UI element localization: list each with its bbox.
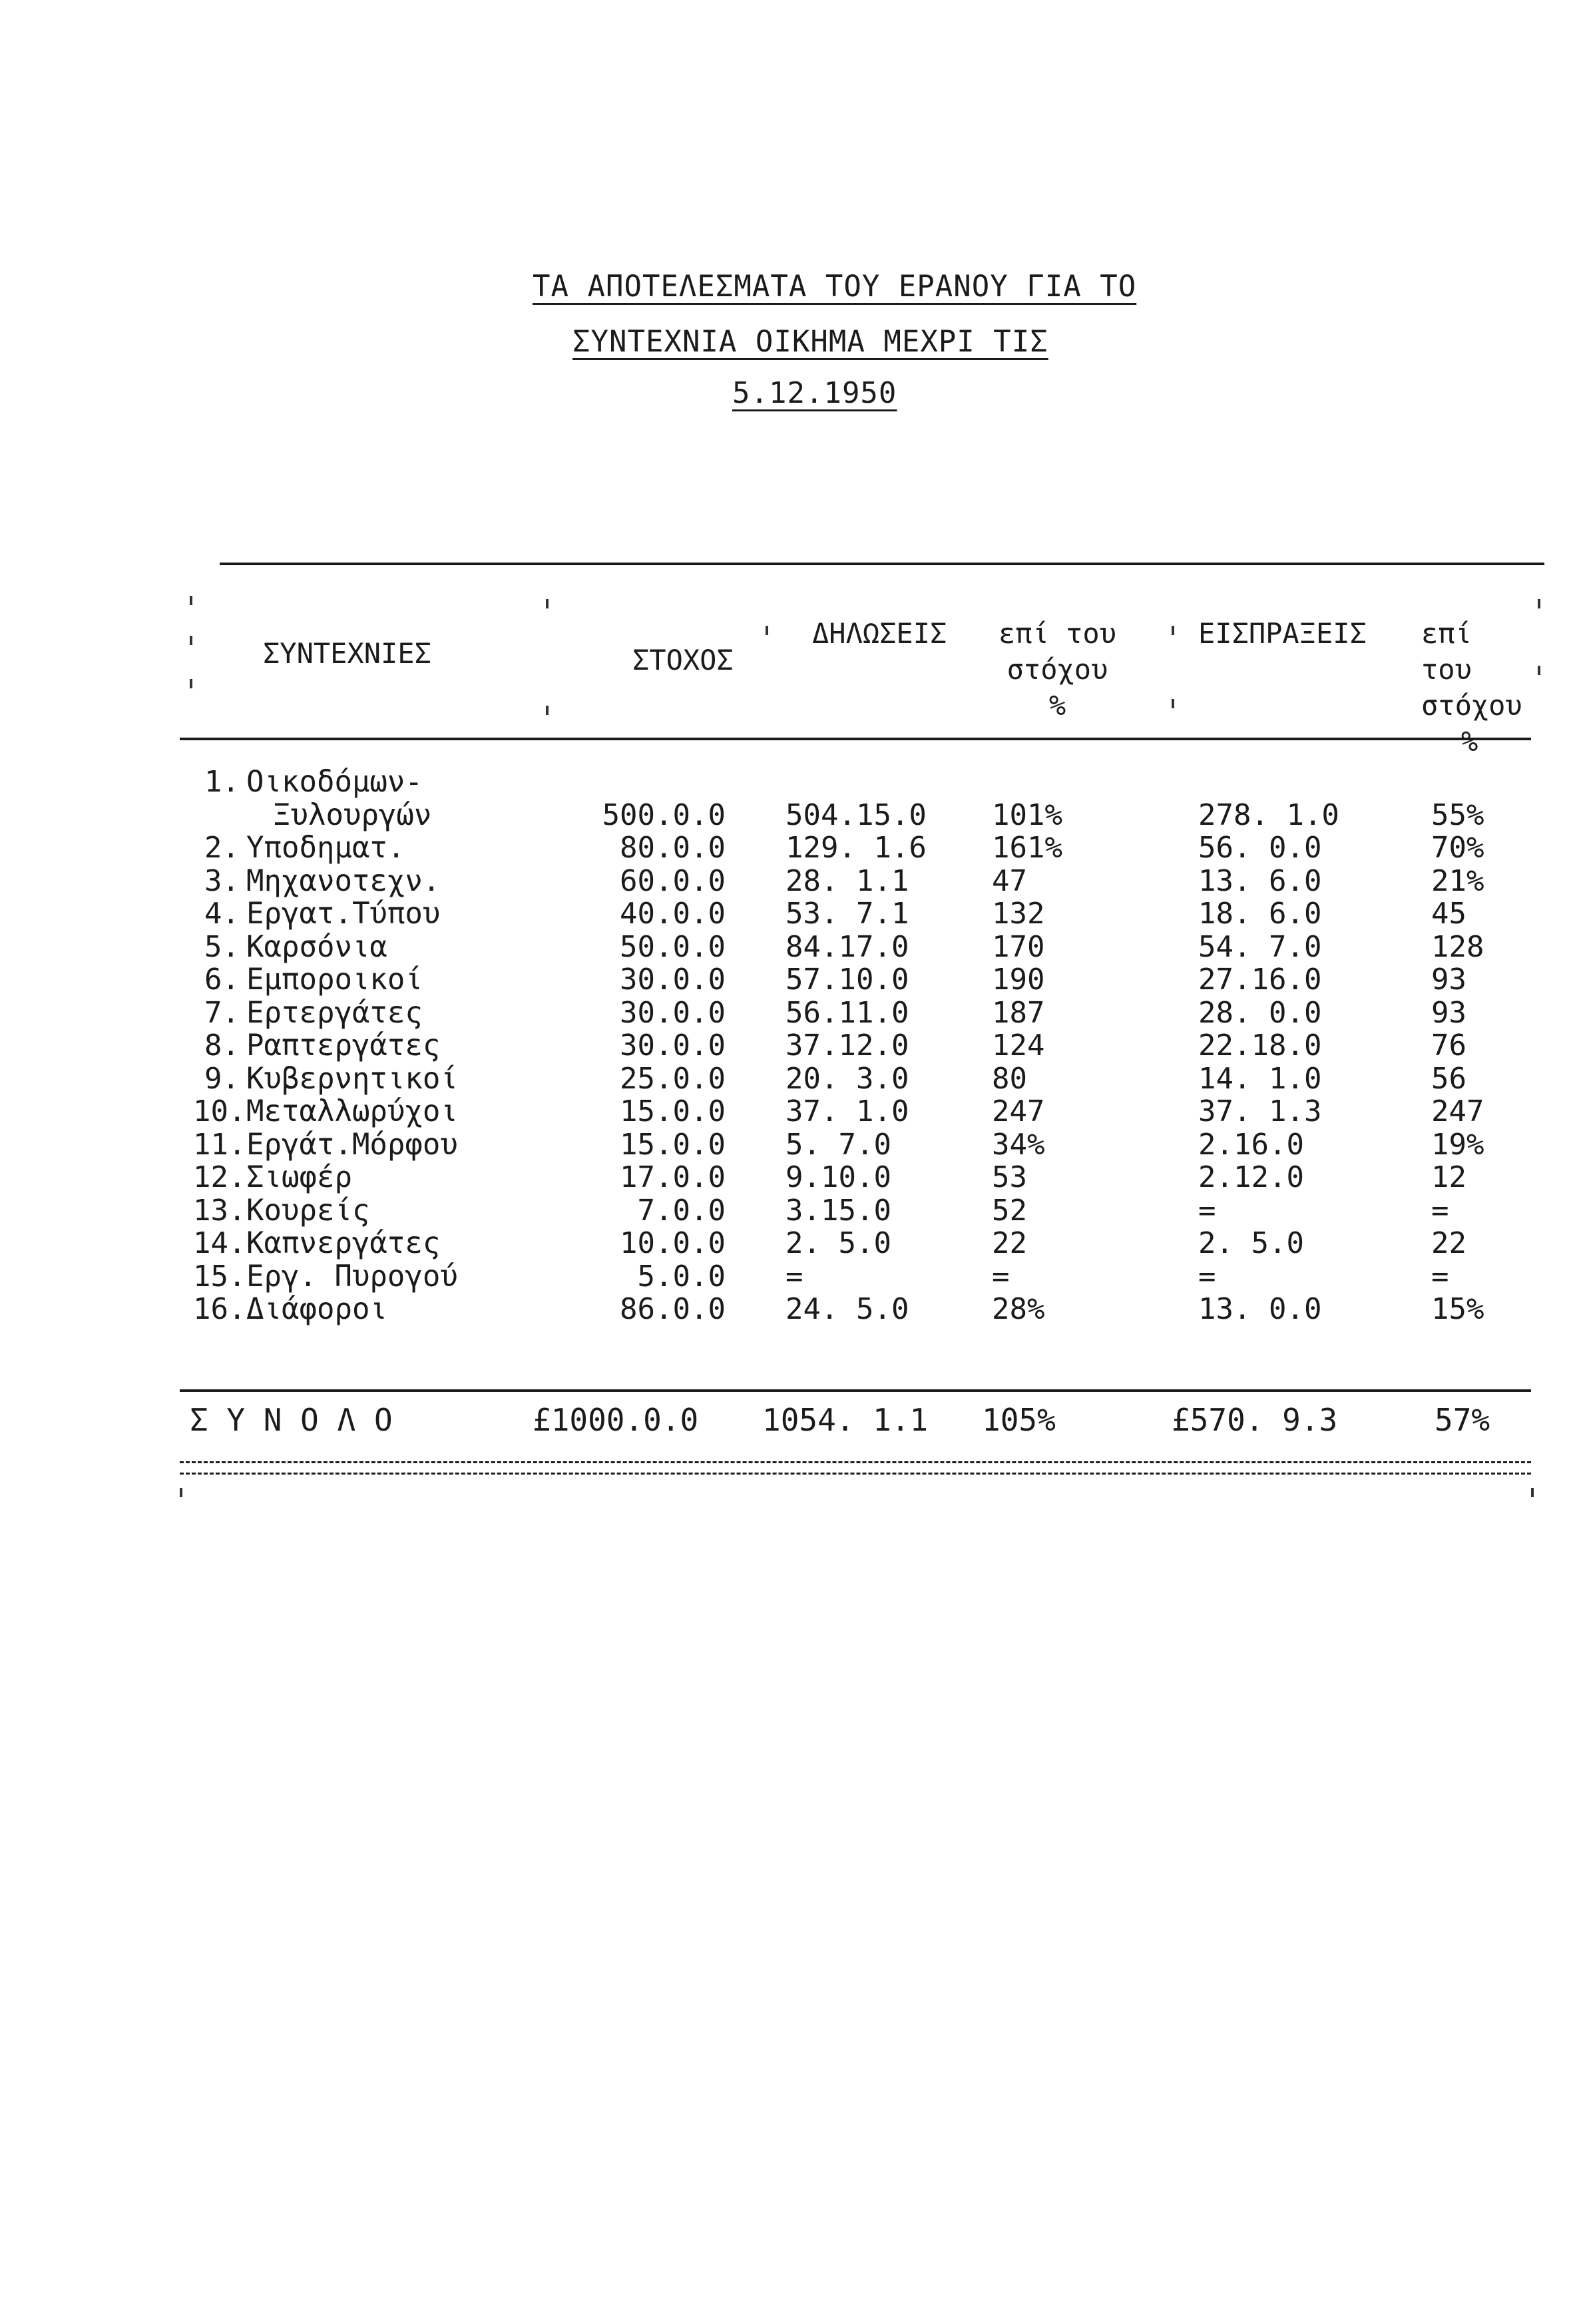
row-declarations-percent: 47 (992, 863, 1027, 898)
row-declarations: 56.11.0 (786, 995, 909, 1030)
row-receipts: 18. 6.0 (1198, 897, 1322, 931)
row-union-name: Ερτεργάτες (246, 995, 423, 1030)
row-union-name: Ραπτεργάτες (246, 1029, 441, 1062)
row-declarations-percent: = (992, 1259, 1010, 1293)
row-number: 13. (193, 1193, 246, 1228)
row-declarations: 24. 5.0 (786, 1292, 909, 1326)
header-receipts: ΕΙΣΠΡΑΞΕΙΣ (1198, 617, 1367, 650)
row-union-name: Εργατ.Τύπου (246, 897, 441, 931)
totals-receipts-percent: 57% (1435, 1402, 1490, 1438)
row-declarations: 37. 1.0 (786, 1094, 909, 1128)
row-receipts-percent: 21% (1431, 863, 1484, 898)
header-declarations-percent: επί του στόχου % (999, 617, 1117, 722)
row-declarations: 129. 1.6 (786, 831, 927, 865)
row-declarations: 57.10.0 (786, 963, 909, 997)
row-declarations-percent: 132 (992, 897, 1045, 931)
row-receipts: 278. 1.0 (1198, 798, 1339, 832)
row-receipts-percent: 70% (1431, 831, 1484, 865)
row-goal: 5.0.0 (637, 1259, 726, 1293)
row-receipts-percent: 55% (1431, 798, 1484, 832)
row-receipts: 22.18.0 (1198, 1029, 1322, 1062)
row-union-name: Μηχανοτεχν. (246, 863, 441, 898)
margin-tick (180, 1488, 182, 1497)
totals-declarations-percent: 105% (982, 1402, 1056, 1438)
title-line-2: ΣΥΝΤΕΧΝΙΑ ΟΙΚΗΜΑ ΜΕΧΡΙ ΤΙΣ (572, 325, 1048, 359)
row-union-name: Καρσόνια (246, 929, 387, 964)
row-number: 3. (204, 863, 240, 898)
row-receipts: = (1198, 1259, 1216, 1293)
row-declarations-percent: 80 (992, 1061, 1027, 1096)
row-declarations-percent: 53 (992, 1160, 1027, 1194)
header-bottom-rule (180, 738, 1531, 740)
table-top-rule (220, 563, 1544, 565)
row-declarations: 9.10.0 (786, 1160, 891, 1194)
row-declarations: 37.12.0 (786, 1029, 909, 1062)
row-goal: 7.0.0 (637, 1193, 726, 1228)
row-declarations: 53. 7.1 (786, 897, 909, 931)
row-union-name: Σιωφέρ (246, 1160, 352, 1194)
row-union-name-continued: Ξυλουργών (273, 798, 432, 832)
row-goal: 500.0.0 (602, 798, 726, 832)
title-line-1: ΤΑ ΑΠΟΤΕΛΕΣΜΑΤΑ ΤΟΥ ΕΡΑΝΟΥ ΓΙΑ ΤΟ (533, 270, 1137, 304)
row-receipts-percent: 15% (1431, 1292, 1484, 1326)
row-declarations-percent: 187 (992, 995, 1045, 1030)
margin-tick (1172, 626, 1174, 635)
row-goal: 30.0.0 (620, 963, 726, 997)
row-receipts: = (1198, 1193, 1216, 1228)
row-receipts-percent: 22 (1431, 1226, 1466, 1260)
row-goal: 30.0.0 (620, 995, 726, 1030)
row-declarations: 2. 5.0 (786, 1226, 891, 1260)
row-number: 10. (193, 1094, 246, 1128)
row-receipts: 28. 0.0 (1198, 995, 1322, 1030)
row-number: 14. (193, 1226, 246, 1260)
totals-double-rule (180, 1461, 1531, 1475)
header-receipts-percent: επί του στόχου % (1421, 617, 1522, 758)
row-receipts-percent: = (1431, 1193, 1449, 1228)
row-goal: 86.0.0 (620, 1292, 726, 1326)
margin-tick (1538, 599, 1540, 608)
row-goal: 15.0.0 (620, 1094, 726, 1128)
row-declarations-percent: 101% (992, 798, 1062, 832)
row-number: 9. (204, 1061, 240, 1096)
row-receipts-percent: 45 (1431, 897, 1466, 931)
row-declarations: 5. 7.0 (786, 1127, 891, 1162)
row-receipts-percent: 76 (1431, 1029, 1466, 1062)
row-union-name: Υποδηματ. (246, 831, 405, 865)
row-number: 2. (204, 831, 240, 865)
row-declarations: 3.15.0 (786, 1193, 891, 1228)
row-goal: 17.0.0 (620, 1160, 726, 1194)
row-declarations-percent: 161% (992, 831, 1062, 865)
margin-tick (546, 599, 549, 608)
margin-tick (190, 596, 192, 605)
row-declarations-percent: 247 (992, 1094, 1045, 1128)
row-goal: 60.0.0 (620, 863, 726, 898)
row-goal: 80.0.0 (620, 831, 726, 865)
row-receipts: 37. 1.3 (1198, 1094, 1322, 1128)
row-union-name: Εργ. Πυρογού (246, 1259, 458, 1293)
row-declarations-percent: 28% (992, 1292, 1045, 1326)
row-receipts: 14. 1.0 (1198, 1061, 1322, 1096)
row-declarations-percent: 170 (992, 929, 1045, 964)
row-goal: 40.0.0 (620, 897, 726, 931)
header-unions: ΣΥΝΤΕΧΝΙΕΣ (263, 637, 431, 670)
header-declarations: ΔΗΛΩΣΕΙΣ (812, 617, 947, 650)
row-receipts-percent: = (1431, 1259, 1449, 1293)
row-union-name: Καπνεργάτες (246, 1226, 441, 1260)
row-declarations: 20. 3.0 (786, 1061, 909, 1096)
row-union-name: Κουρείς (246, 1193, 370, 1228)
margin-tick (766, 626, 768, 635)
row-receipts: 56. 0.0 (1198, 831, 1322, 865)
row-declarations: 28. 1.1 (786, 863, 909, 898)
row-receipts: 13. 0.0 (1198, 1292, 1322, 1326)
row-declarations-percent: 22 (992, 1226, 1027, 1260)
totals-label: Σ Υ Ν Ο Λ Ο (190, 1402, 393, 1438)
row-declarations-percent: 52 (992, 1193, 1027, 1228)
row-goal: 25.0.0 (620, 1061, 726, 1096)
totals-top-rule (180, 1389, 1531, 1392)
row-declarations: 84.17.0 (786, 929, 909, 964)
row-declarations: = (786, 1259, 803, 1293)
row-number: 12. (193, 1160, 246, 1194)
margin-tick (1531, 1488, 1534, 1497)
row-receipts: 27.16.0 (1198, 963, 1322, 997)
row-receipts: 2. 5.0 (1198, 1226, 1304, 1260)
row-union-name: Εργάτ.Μόρφου (246, 1127, 458, 1162)
row-union-name: Κυβερνητικοί (246, 1061, 458, 1096)
row-number: 11. (193, 1127, 246, 1162)
row-goal: 15.0.0 (620, 1127, 726, 1162)
header-goal: ΣΤΟΧΟΣ (632, 644, 734, 676)
margin-tick (190, 636, 192, 645)
row-goal: 30.0.0 (620, 1029, 726, 1062)
totals-declarations: 1054. 1.1 (762, 1402, 929, 1438)
row-declarations-percent: 34% (992, 1127, 1045, 1162)
row-union-name: Μεταλλωρύχοι (246, 1094, 458, 1128)
row-receipts-percent: 128 (1431, 929, 1484, 964)
row-receipts-percent: 12 (1431, 1160, 1466, 1194)
row-receipts-percent: 56 (1431, 1061, 1466, 1096)
row-union-name: Διάφοροι (246, 1292, 387, 1326)
row-union-name: Εμποροικοί (246, 963, 423, 997)
row-receipts: 13. 6.0 (1198, 863, 1322, 898)
row-declarations-percent: 190 (992, 963, 1045, 997)
margin-tick (1538, 666, 1540, 675)
row-receipts-percent: 19% (1431, 1127, 1484, 1162)
row-receipts: 2.16.0 (1198, 1127, 1304, 1162)
row-receipts: 54. 7.0 (1198, 929, 1322, 964)
title-line-3: 5.12.1950 (732, 376, 897, 410)
row-goal: 50.0.0 (620, 929, 726, 964)
margin-tick (190, 679, 192, 688)
row-receipts: 2.12.0 (1198, 1160, 1304, 1194)
row-receipts-percent: 247 (1431, 1094, 1484, 1128)
row-receipts-percent: 93 (1431, 963, 1466, 997)
margin-tick (546, 706, 549, 715)
row-number: 16. (193, 1292, 246, 1326)
row-union-name: Οικοδόμων- (246, 765, 423, 799)
row-receipts-percent: 93 (1431, 995, 1466, 1030)
row-goal: 10.0.0 (620, 1226, 726, 1260)
row-number: 7. (204, 995, 240, 1030)
totals-receipts: £570. 9.3 (1172, 1402, 1338, 1438)
row-number: 5. (204, 929, 240, 964)
totals-goal: £1000.0.0 (533, 1402, 699, 1438)
margin-tick (1172, 699, 1174, 708)
row-number: 15. (193, 1259, 246, 1293)
row-declarations-percent: 124 (992, 1029, 1045, 1062)
row-declarations: 504.15.0 (786, 798, 927, 832)
row-number: 1. (204, 765, 240, 799)
row-number: 4. (204, 897, 240, 931)
row-number: 6. (204, 963, 240, 997)
row-number: 8. (204, 1029, 240, 1062)
